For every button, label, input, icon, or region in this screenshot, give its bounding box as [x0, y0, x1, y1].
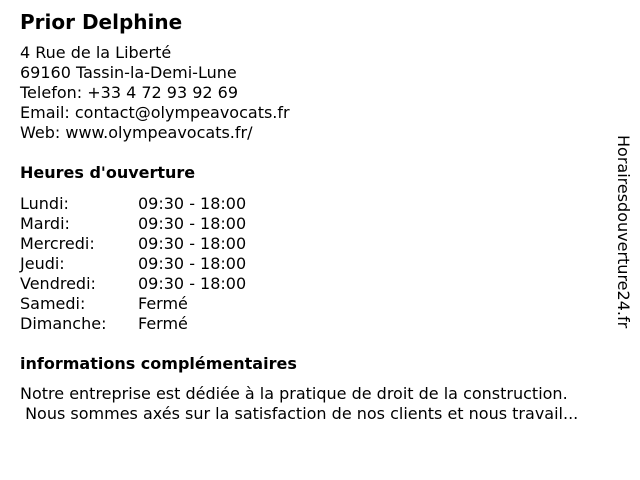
day-label: Mardi: — [20, 214, 70, 233]
day-label: Lundi: — [20, 194, 69, 213]
day-label: Mercredi: — [20, 234, 95, 253]
day-hours: 09:30 - 18:00 — [138, 234, 247, 253]
day-hours: Fermé — [138, 294, 188, 313]
info-line-1: Notre entreprise est dédiée à la pratique de droit de la construction. — [20, 384, 568, 403]
site-watermark: Horairesdouverture24.fr — [614, 135, 633, 329]
business-name: Prior Delphine — [20, 10, 183, 34]
day-hours: 09:30 - 18:00 — [138, 214, 247, 233]
web-line: Web: www.olympeavocats.fr/ — [20, 123, 253, 142]
day-hours: 09:30 - 18:00 — [138, 194, 247, 213]
day-hours: Fermé — [138, 314, 188, 333]
day-label: Dimanche: — [20, 314, 107, 333]
day-label: Jeudi: — [20, 254, 65, 273]
info-line-2: Nous sommes axés sur la satisfaction de nos clients et nous travail... — [20, 404, 579, 423]
additional-info-text — [20, 384, 632, 424]
day-label: Vendredi: — [20, 274, 96, 293]
address-city: 69160 Tassin-la-Demi-Lune — [20, 63, 237, 82]
contact-block — [20, 43, 290, 143]
day-label: Samedi: — [20, 294, 86, 313]
email-line: Email: contact@olympeavocats.fr — [20, 103, 290, 122]
additional-info-heading: informations complémentaires — [20, 354, 297, 373]
day-hours: 09:30 - 18:00 — [138, 254, 247, 273]
day-hours: 09:30 - 18:00 — [138, 274, 247, 293]
opening-hours-heading: Heures d'ouverture — [20, 163, 196, 182]
phone-line: Telefon: +33 4 72 93 92 69 — [20, 83, 239, 102]
address-street: 4 Rue de la Liberté — [20, 43, 172, 62]
